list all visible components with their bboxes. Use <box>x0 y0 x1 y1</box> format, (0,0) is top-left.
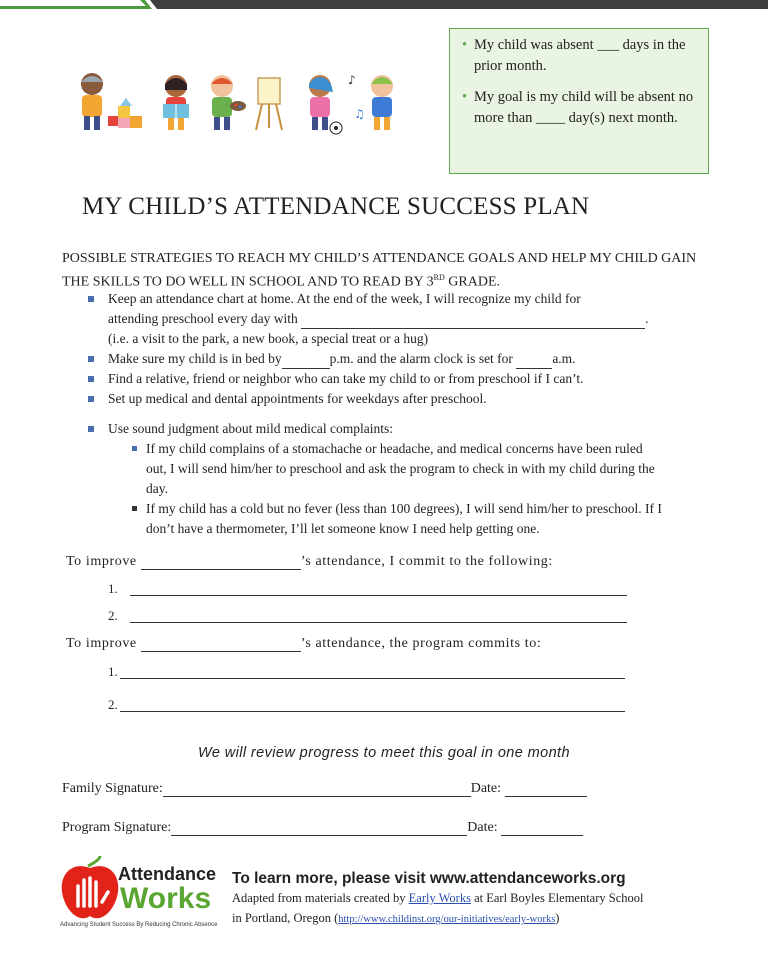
alarm-label: p.m. and the alarm clock is set for <box>329 351 513 366</box>
adapted-post: at Earl Boyles Elementary School <box>470 891 644 905</box>
square-bullet-icon <box>88 296 94 302</box>
intro-end: GRADE. <box>444 274 501 290</box>
stomachache-guidance: If my child complains of a stomachache or headache, and medical concerns have been ruled out, I will send him/her to preschool and ask the program to check in with my child during the day. <box>146 441 655 496</box>
logo-word-works: Works <box>120 882 212 915</box>
list-item <box>88 289 688 349</box>
goal-box-item <box>462 35 698 77</box>
program-signature-label: Program Signature: <box>62 820 172 835</box>
sub-list-item <box>88 439 666 499</box>
adapted-from-line <box>232 888 752 908</box>
svg-text:♪: ♪ <box>348 73 356 87</box>
program-date-field[interactable] <box>501 821 583 836</box>
top-banner-graphic <box>0 0 768 12</box>
svg-text:♫: ♫ <box>354 107 365 121</box>
appointments-strategy: Set up medical and dental appointments for weekdays after preschool. <box>108 391 487 406</box>
bullet-icon: • <box>462 89 468 105</box>
family-commit-suffix: ’s attendance, I commit to the following: <box>300 554 553 569</box>
logo-tagline: Advancing Student Success By Reducing Chronic Absence <box>60 922 218 928</box>
list-item <box>88 369 688 389</box>
early-works-link[interactable]: Early Works <box>408 891 471 905</box>
program-commit-number-2: 2. <box>108 697 118 712</box>
program-commit-blank-1[interactable] <box>120 678 625 679</box>
program-signature-row <box>62 820 583 836</box>
location-pre: in Portland, Oregon ( <box>232 911 339 925</box>
date-label: Date: <box>467 820 498 835</box>
am-label: a.m. <box>552 351 576 366</box>
top-banner <box>0 0 768 12</box>
learn-more-text: To learn more, please visit www.attendanceworks.org <box>232 870 626 887</box>
attendance-works-logo <box>60 856 230 936</box>
child-blocks-icon <box>81 73 142 130</box>
alarm-blank-field[interactable] <box>516 354 552 369</box>
child-name-blank-field[interactable] <box>141 555 301 570</box>
family-commit-number-2: 2. <box>108 608 118 623</box>
early-works-url-link[interactable]: http://www.childinst.org/our-initiatives/early-works <box>338 914 556 925</box>
page-title: MY CHILD’S ATTENDANCE SUCCESS PLAN <box>82 193 590 220</box>
goal-box <box>449 28 709 174</box>
family-signature-field[interactable] <box>163 782 471 797</box>
square-bullet-icon <box>88 426 94 432</box>
child-name-blank-field[interactable] <box>141 637 301 652</box>
family-commit-prefix: To improve <box>66 554 137 569</box>
medical-judgment-strategy: Use sound judgment about mild medical complaints: <box>108 421 393 436</box>
family-commit-blank-2[interactable] <box>130 622 627 623</box>
strategy-chart-line1: Keep an attendance chart at home. At the end of the week, I will recognize my child for <box>108 291 581 306</box>
relative-strategy: Find a relative, friend or neighbor who can take my child to or from preschool if I can’t. <box>108 371 584 386</box>
intro-text: POSSIBLE STRATEGIES TO REACH MY CHILD’S ATTENDANCE GOALS AND HELP MY CHILD GAIN THE SKILLS TO DO WELL IN SCHOOL AND TO READ BY 3 <box>62 251 697 290</box>
program-commit-prefix: To improve <box>66 636 137 651</box>
location-post: ) <box>555 911 560 925</box>
square-bullet-icon <box>88 396 94 402</box>
location-line <box>232 908 752 930</box>
child-soccer-icon <box>309 75 342 134</box>
goal-box-item <box>462 87 698 129</box>
list-item <box>88 419 688 439</box>
goal-days-text: My goal is my child will be absent no more than ____ day(s) next month. <box>474 89 694 126</box>
family-signature-label: Family Signature: <box>62 781 163 796</box>
strategies-intro <box>62 249 702 292</box>
child-reading-icon <box>163 75 189 130</box>
square-bullet-icon <box>88 356 94 362</box>
family-date-field[interactable] <box>505 782 587 797</box>
footer-info <box>232 870 752 930</box>
program-commit-suffix: ’s attendance, the program commits to: <box>300 636 542 651</box>
cold-guidance: If my child has a cold but no fever (less than 100 degrees), I will send him/her to preschool. If I don’t have a thermometer, I’ll let someone know I need help getting one. <box>146 501 662 536</box>
bedtime-label: Make sure my child is in bed by <box>108 351 282 366</box>
date-label: Date: <box>470 781 502 796</box>
family-signature-row <box>62 781 587 797</box>
square-bullet-icon <box>132 446 137 451</box>
program-commit-blank-2[interactable] <box>120 711 625 712</box>
strategy-chart-reward-label: attending preschool every day with <box>108 311 298 326</box>
list-item <box>88 349 688 369</box>
child-music-icon <box>348 73 393 130</box>
program-signature-field[interactable] <box>171 821 467 836</box>
absent-days-text: My child was absent ___ days in the prior month. <box>474 37 686 74</box>
child-painting-icon <box>211 75 282 130</box>
list-item <box>88 389 688 409</box>
bedtime-blank-field[interactable] <box>282 354 330 369</box>
program-commit-line <box>66 636 541 652</box>
logo-word-attendance: Attendance <box>118 864 217 884</box>
bullet-icon: • <box>462 37 468 53</box>
sub-list-item <box>88 499 666 539</box>
reward-blank-field[interactable] <box>301 314 645 329</box>
family-commit-number-1: 1. <box>108 581 118 596</box>
square-bullet-icon <box>88 376 94 382</box>
program-commit-number-1: 1. <box>108 664 118 679</box>
family-commit-blank-1[interactable] <box>130 595 627 596</box>
adapted-pre: Adapted from materials created by <box>232 891 409 905</box>
intro-superscript: RD <box>433 273 445 282</box>
review-statement: We will review progress to meet this goal in one month <box>198 745 570 761</box>
family-commit-line <box>66 554 553 570</box>
strategy-list <box>88 289 688 539</box>
children-illustration <box>70 68 410 138</box>
strategy-chart-line2: attending preschool every day with . <box>108 309 688 329</box>
square-bullet-icon <box>132 506 137 511</box>
strategy-chart-examples: (i.e. a visit to the park, a new book, a special treat or a hug) <box>108 331 429 346</box>
